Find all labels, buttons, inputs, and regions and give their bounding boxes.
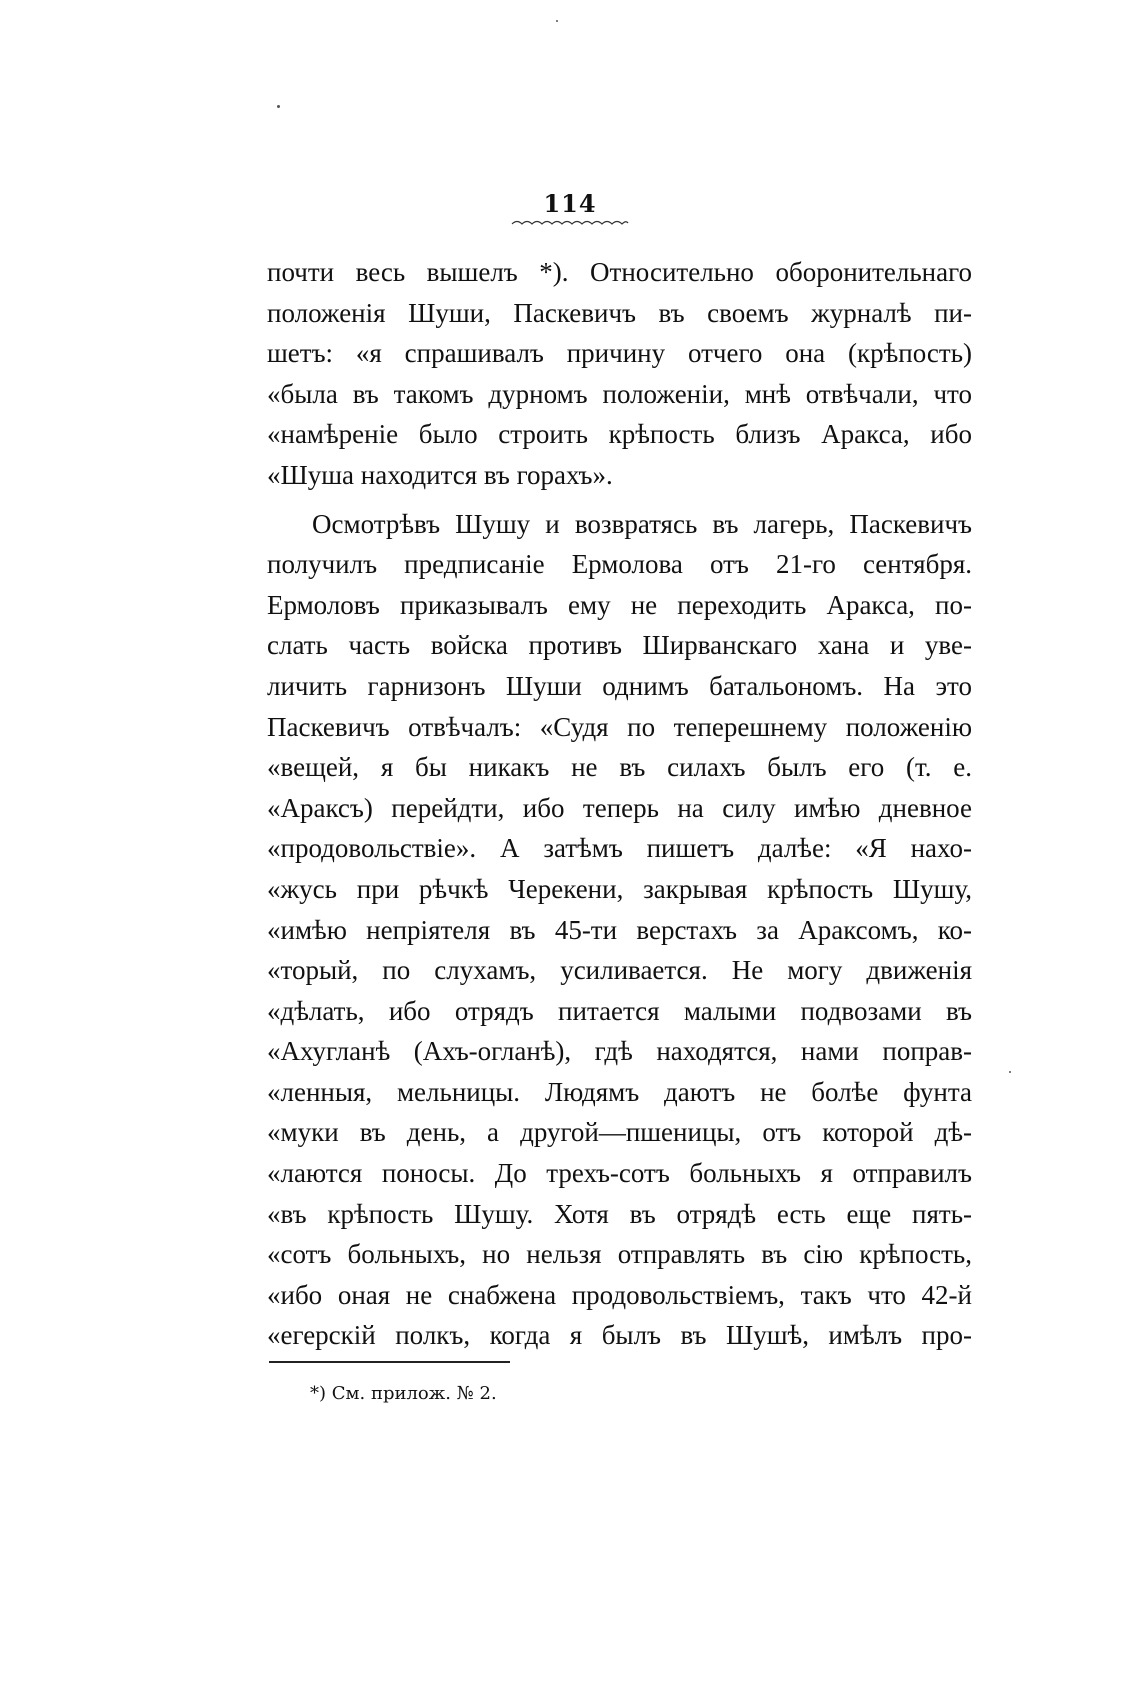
footnote-rule [269, 1361, 510, 1363]
text-line: «въ крѣпость Шушу. Хотя въ отрядѣ есть еще пять- [267, 1198, 972, 1229]
text-line: «Шуша находится въ горахъ». [267, 459, 613, 490]
text-line: шетъ: «я спрашивалъ причину отчего она (крѣпость) [267, 338, 972, 369]
paragraph-gap [267, 496, 972, 504]
text-line: положенія Шуши, Паскевичъ въ своемъ журналѣ пи- [267, 297, 972, 328]
text-line: «была въ такомъ дурномъ положеніи, мнѣ отвѣчали, что [267, 378, 972, 409]
ornament-divider [510, 218, 630, 228]
text-line: «вещей, я бы никакъ не въ силахъ былъ его (т. е. [267, 752, 972, 783]
text-line: «продовольствіе». А затѣмъ пишетъ далѣе: «Я нахо- [267, 833, 972, 864]
text-line: «жусь при рѣчкѣ Черекени, закрывая крѣпость Шушу, [267, 873, 972, 904]
text-line: «муки въ день, а другой—пшеницы, отъ которой дѣ- [267, 1117, 972, 1148]
text-line: «Ахугланѣ (Ахъ-огланѣ), гдѣ находятся, нами поправ- [267, 1036, 972, 1067]
scan-speck [556, 20, 558, 22]
text-line: «ибо оная не снабжена продовольствіемъ, такъ что 42-й [267, 1279, 972, 1310]
text-line: Осмотрѣвъ Шушу и возвратясь въ лагерь, Паскевичъ [312, 508, 972, 539]
text-line: личить гарнизонъ Шуши однимъ батальономъ. На это [267, 670, 972, 701]
text-line: «намѣреніе было строить крѣпость близъ Аракса, ибо [267, 419, 972, 450]
text-line: «лаются поносы. До трехъ-сотъ больныхъ я отправилъ [267, 1158, 972, 1189]
text-line: «имѣю непріятеля въ 45-ти верстахъ за Араксомъ, ко- [267, 914, 972, 945]
scan-speck [277, 105, 280, 108]
text-line: «Араксъ) перейдти, ибо теперь на силу имѣю дневное [267, 792, 972, 823]
text-line: «ленныя, мельницы. Людямъ даютъ не болѣе фунта [267, 1076, 972, 1107]
text-line: «сотъ больныхъ, но нельзя отправлять въ сію крѣпость, [267, 1239, 972, 1270]
text-line: «дѣлать, ибо отрядъ питается малыми подвозами въ [267, 995, 972, 1026]
text-line: «торый, по слухамъ, усиливается. Не могу движенія [267, 955, 972, 986]
body-text [267, 252, 972, 1356]
scan-speck [1009, 1071, 1011, 1073]
page-header [0, 190, 1140, 228]
text-line: получилъ предписаніе Ермолова отъ 21-го сентября. [267, 549, 972, 580]
text-line: слать часть войска противъ Ширванскаго хана и уве- [267, 630, 972, 661]
text-line: Паскевичъ отвѣчалъ: «Судя по теперешнему положенію [267, 711, 972, 742]
text-line: почти весь вышелъ *). Относительно оборонительнаго [267, 257, 972, 287]
text-line: Ермоловъ приказывалъ ему не переходить Аракса, по- [267, 589, 972, 620]
paragraph [267, 252, 972, 496]
text-line: «егерскій полкъ, когда я былъ въ Шушѣ, имѣлъ про- [267, 1320, 972, 1351]
paragraph [267, 504, 972, 1356]
page-number: 114 [543, 189, 597, 218]
footnote: *) См. прилож. № 2. [310, 1383, 497, 1404]
